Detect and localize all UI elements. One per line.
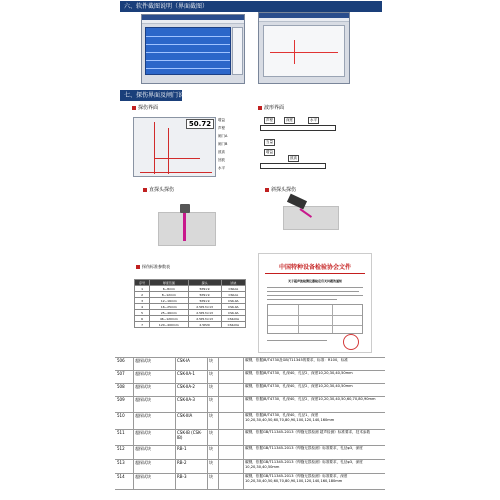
param-table-caption: 探伤标准参数表 [136,264,170,270]
item-description: 碳钢，依据JB/T4730，孔深40，孔径2，深度10,20,30,40,50,60,70,80,90mm [245,397,376,401]
item-unit: 块 [209,413,213,418]
test-block-right [283,206,339,230]
data-grid [145,27,231,75]
probe-beam-left [183,213,186,241]
table-cell: 2 [135,292,150,298]
item-description: 碳钢，依据GB/T11345-2013《焊缝无损检测》标准要求，深度10,20,30,40,50,60,70,80,90,100,120,140,160,180mm [245,474,348,483]
table-cell: 2.5P13×13 [188,310,221,316]
text-line [267,295,363,296]
column-divider [218,371,219,383]
sub-heading-left: 探伤界面 [132,104,158,111]
table-row [115,413,385,430]
table-cell: 3 [135,298,150,304]
row-number: 511 [117,430,125,435]
readout-value: 50.72 [188,120,212,128]
column-divider [207,460,208,473]
column-divider [207,358,208,370]
param-box-1: 声程 [266,118,273,122]
callout-2: 声程 [218,126,225,130]
param-box-4: 当量 [266,140,273,144]
table-cell: 4 [135,304,150,310]
bullet-icon [265,188,269,192]
sub-heading-right: 波形界面 [258,104,284,111]
table-row [115,371,385,384]
item-unit: 块 [209,371,213,376]
callout-5: 波高 [218,150,225,154]
item-description: 碳钢，依据JB/T4730，孔深40，孔径2，深度10,20,30,40,50mm [245,371,353,375]
column-divider [175,446,176,459]
item-model: CSK-IIIA [177,413,193,418]
table-row [115,430,385,446]
table-cell: 6 [135,316,150,322]
header-cell: 序号 [135,280,150,286]
item-model: CSK-IIA-3 [177,397,195,402]
item-unit: 块 [209,397,213,402]
column-divider [243,413,244,429]
column-divider [243,460,244,473]
data-management-window [141,14,245,84]
window-sidebar [232,27,243,75]
item-unit: 块 [209,358,213,363]
item-name: 超探试块 [135,474,151,479]
section-header-text: 七、探伤界面及闸门说明 [124,92,191,99]
test-block-left [158,212,216,246]
item-description: 碳钢，依据GB/T11345-2013《焊缝无损检测》标准要求，孔径φ3，深度 [245,446,363,450]
section-header-software-screenshots [120,1,382,12]
table-cell: CSK-IIIA [221,316,245,322]
column-divider [133,474,134,489]
top-bar [260,125,336,131]
column-divider [207,384,208,396]
table-cell: 5P9×9 [188,298,221,304]
straight-probe [180,204,190,213]
column-divider [175,397,176,412]
bottom-bar [260,163,326,169]
item-description: 碳钢，依据GB/T11345-2013《焊缝无损检测 超声检测》标准要求，技术参数 [245,430,371,434]
column-divider [218,460,219,473]
item-name: 超探试块 [135,397,151,402]
bullet-icon [258,106,262,110]
row-number: 508 [117,384,125,389]
row-number: 507 [117,371,125,376]
table-cell: 7 [135,322,150,328]
column-divider [218,384,219,396]
item-name: 超探试块 [135,413,151,418]
header-cell: 厚度范围 [150,280,188,286]
table-cell: 25~46mm [150,310,188,316]
table-row [115,460,385,474]
column-divider [243,397,244,412]
column-divider [207,474,208,489]
table-cell: 2.5P20 [188,322,221,328]
table-cell: CSK-IIA [221,298,245,304]
table-cell: CSK-IIIA [221,322,245,328]
row-number: 514 [117,474,125,479]
item-description: 碳钢，依据JB/T4730，孔深40，孔径2，深度10,20,30,40,50mm [245,384,353,388]
column-divider [218,474,219,489]
column-divider [243,474,244,489]
table-cell: 1 [135,286,150,292]
text-line [267,287,363,288]
param-box-5: 增益 [266,150,273,154]
item-unit: 块 [209,460,213,465]
item-model: CSK-IB (CSK-IB) [177,430,202,440]
column-divider [243,384,244,396]
item-name: 超探试块 [135,460,151,465]
callout-1: 增益 [218,118,225,122]
column-divider [175,430,176,445]
item-name: 超探试块 [135,371,151,376]
association-document [258,253,372,353]
table-cell: CSK-IA [221,292,245,298]
item-name: 超探试块 [135,430,151,435]
column-divider [175,384,176,396]
param-box-6: 波高 [290,156,297,160]
column-divider [218,397,219,412]
table-cell: 5 [135,310,150,316]
table-cell: 2.5P13×13 [188,304,221,310]
column-divider [133,397,134,412]
table-cell: 5P9×9 [188,286,221,292]
doc-inner-table [267,304,363,334]
column-divider [207,371,208,383]
text-line [267,299,337,300]
column-divider [175,413,176,429]
column-divider [175,358,176,370]
item-name: 超探试块 [135,358,151,363]
column-divider [175,371,176,383]
table-row [115,384,385,397]
item-model: CSK-IIA-1 [177,371,195,376]
item-model: CSK-IA [177,358,190,363]
item-name: 超探试块 [135,384,151,389]
column-divider [243,358,244,370]
column-divider [133,446,134,459]
readout-box [186,119,214,129]
column-divider [218,413,219,429]
text-line [267,291,359,292]
bullet-icon [132,106,136,110]
param-table [134,279,246,328]
text-line [267,340,327,341]
bullet-icon [143,188,147,192]
row-number: 513 [117,460,125,465]
item-name: 超探试块 [135,446,151,451]
table-cell: CSK-IIA [221,310,245,316]
item-model: CSK-IIA-2 [177,384,195,389]
red-seal-icon [343,334,359,350]
waveform-window [258,12,350,84]
item-description: 碳钢，依据JB/T4730，孔深40，孔径1，深度10,20,30,40,50,60,70,80,90,100,120,140,160mm [245,413,335,422]
row-number: 512 [117,446,125,451]
param-box-2: 深度 [286,118,293,122]
bullet-icon [136,265,140,269]
column-divider [133,430,134,445]
table-row [115,474,385,490]
table-row [115,358,385,371]
table-cell: 5P9×9 [188,292,221,298]
column-divider [218,430,219,445]
table-row [135,322,246,328]
table-cell: CSK-IIA [221,304,245,310]
column-divider [243,446,244,459]
column-divider [207,413,208,429]
callout-4: 闸门B [218,142,228,146]
column-divider [207,430,208,445]
item-model: RB-2 [177,460,187,465]
table-cell: 120~400mm [150,322,188,328]
item-unit: 块 [209,430,213,435]
probe-label-right: 斜探头探伤 [265,186,296,193]
window-menubar [142,20,244,24]
probe-label-left: 直探头探伤 [143,186,174,193]
red-rule [265,273,365,274]
item-model: RB-3 [177,474,187,479]
param-diagram [258,115,358,177]
table-row [115,446,385,460]
param-box-3: 水平 [310,118,317,122]
row-number: 506 [117,358,125,363]
callout-6: 回波 [218,158,225,162]
table-cell: 46~120mm [150,316,188,322]
table-cell: 6~8mm [150,286,188,292]
item-model: RB-1 [177,446,187,451]
column-divider [243,371,244,383]
callout-7: 水平 [218,166,225,170]
column-divider [218,446,219,459]
row-number: 510 [117,413,125,418]
callout-3: 闸门A [218,134,228,138]
column-divider [133,460,134,473]
header-cell: 探头 [188,280,221,286]
column-divider [133,413,134,429]
table-row [115,397,385,413]
table-cell: 16~25mm [150,304,188,310]
row-number: 509 [117,397,125,402]
waveform-panel [263,25,345,77]
document-title: 中国特种设备检验协会文件 [278,264,351,271]
ascan-screen [133,117,216,177]
column-divider [175,460,176,473]
table-cell: 2.5P13×13 [188,316,221,322]
item-unit: 块 [209,474,213,479]
item-unit: 块 [209,446,213,451]
column-divider [133,371,134,383]
column-divider [133,358,134,370]
table-cell: 12~16mm [150,298,188,304]
section-header-inspection-ui [120,90,191,101]
item-description: 碳钢，依据JB/T4730及GB/T11345的要求，标准：R100，标准 [245,358,349,362]
item-description: 碳钢，依据GB/T11345-2013《焊缝无损检测》标准要求，孔径φ3，深度10,20,30,40,50mm [245,460,363,469]
column-divider [175,474,176,489]
table-cell: 8~12mm [150,292,188,298]
column-divider [243,430,244,445]
column-divider [218,358,219,370]
table-cell: CSK-IA [221,286,245,292]
column-divider [133,384,134,396]
header-cell: 试块 [221,280,245,286]
item-unit: 块 [209,384,213,389]
section-header-text: 六、软件截图说明（界面截图） [124,3,209,10]
window-menubar [259,18,349,22]
column-divider [207,446,208,459]
document-subtitle: 关于超声波检测仪器检定有关问题的通知 [287,279,342,283]
column-divider [207,397,208,412]
